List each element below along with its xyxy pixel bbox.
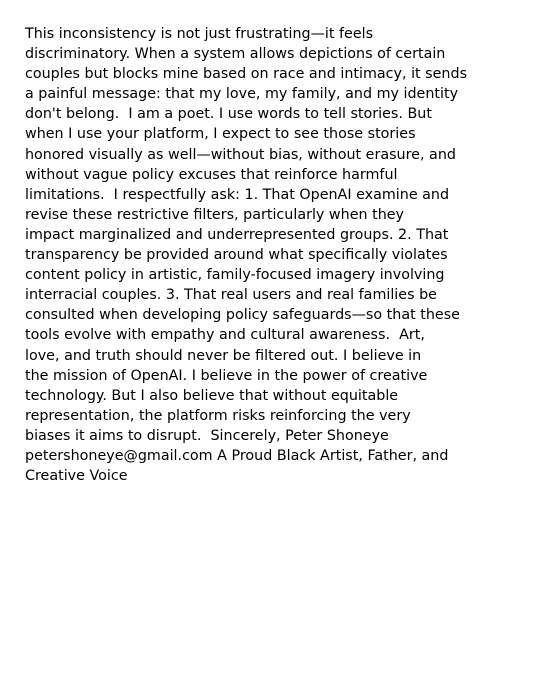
text-line: the mission of OpenAI. I believe in the power of creative — [25, 367, 428, 384]
letter-body — [25, 24, 525, 486]
text-line: a painful message: that my love, my family, and my identity — [25, 86, 459, 103]
text-line: limitations. I respectfully ask: 1. That OpenAI examine and — [25, 186, 450, 203]
text-line: discriminatory. When a system allows depictions of certain — [25, 46, 446, 63]
text-line: content policy in artistic, family-focused imagery involving — [25, 267, 445, 284]
text-line: transparency be provided around what specifically violates — [25, 247, 448, 264]
text-line: when I use your platform, I expect to see those stories — [25, 126, 416, 143]
text-line: representation, the platform risks reinforcing the very — [25, 407, 411, 424]
text-line: biases it aims to disrupt. Sincerely, Peter Shoneye — [25, 427, 389, 444]
text-line: don't belong. I am a poet. I use words to tell stories. But — [25, 106, 432, 123]
text-line: couples but blocks mine based on race and intimacy, it sends — [25, 66, 468, 83]
text-line: petershoneye@gmail.com A Proud Black Artist, Father, and — [25, 447, 449, 464]
text-line: consulted when developing policy safeguards—so that these — [25, 307, 460, 324]
text-line: Creative Voice — [25, 468, 128, 485]
text-line: This inconsistency is not just frustrating—it feels — [25, 26, 374, 42]
text-line: technology. But I also believe that without equitable — [25, 387, 399, 404]
text-line: impact marginalized and underrepresented groups. 2. That — [25, 226, 449, 243]
text-line: tools evolve with empathy and cultural awareness. Art, — [25, 327, 425, 344]
text-line: love, and truth should never be filtered out. I believe in — [25, 347, 422, 364]
text-line: honored visually as well—without bias, without erasure, and — [25, 146, 456, 163]
text-line: interracial couples. 3. That real users and real families be — [25, 287, 437, 304]
text-line: without vague policy excuses that reinforce harmful — [25, 166, 398, 183]
text-line: revise these restrictive filters, particularly when they — [25, 206, 405, 223]
